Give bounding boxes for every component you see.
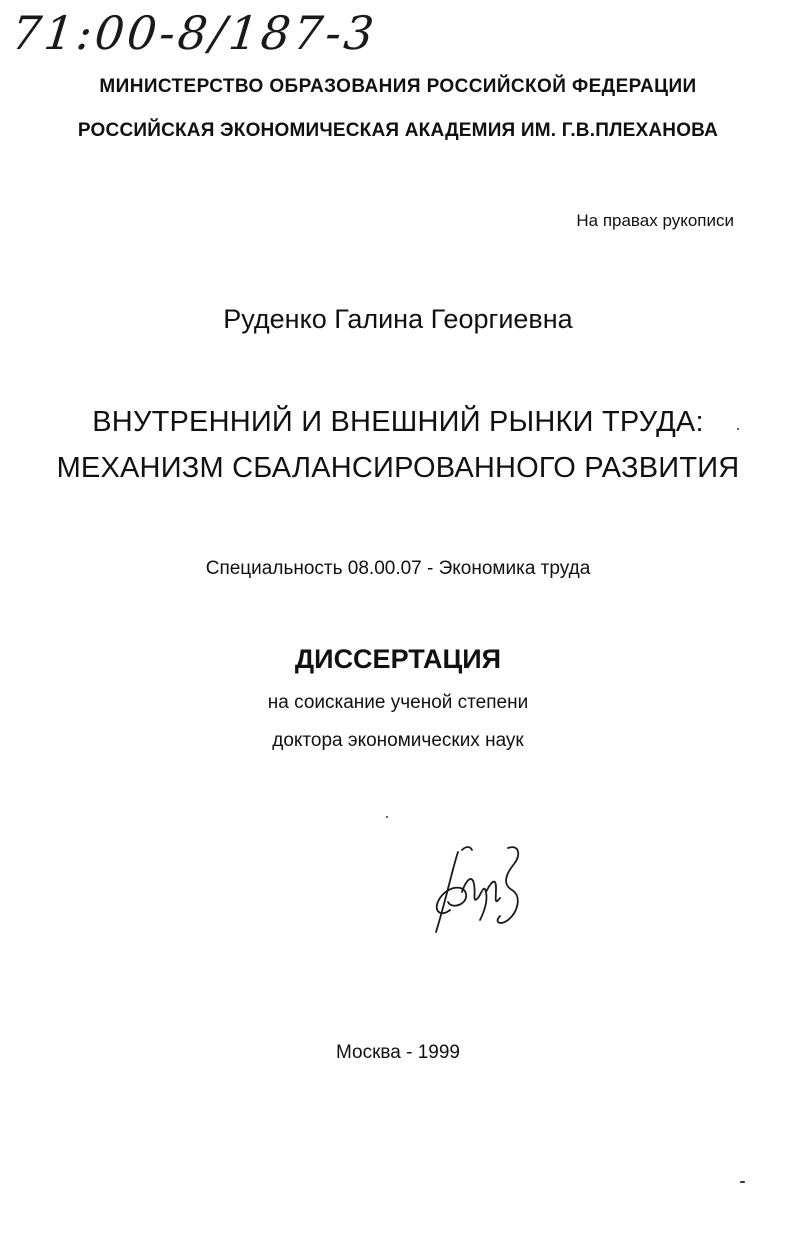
scan-speck: [740, 1181, 745, 1183]
scan-speck: [386, 816, 388, 818]
document-type-heading: ДИССЕРТАЦИЯ: [294, 644, 502, 674]
city-year: Москва - 1999: [335, 1042, 461, 1063]
title-line-2: МЕХАНИЗМ СБАЛАНСИРОВАННОГО РАЗВИТИЯ: [56, 452, 740, 484]
handwritten-archive-code: 71:00-8/187-3: [9, 6, 380, 60]
degree-line-2: доктора экономических наук: [272, 730, 524, 751]
scan-speck: [737, 428, 739, 430]
manuscript-rights-note: На правах рукописи: [576, 211, 734, 230]
author-name: Руденко Галина Георгиевна: [223, 304, 573, 334]
academy-header: РОССИЙСКАЯ ЭКОНОМИЧЕСКАЯ АКАДЕМИЯ ИМ. Г.В.ПЛЕХАНОВА: [77, 120, 719, 141]
title-line-1: ВНУТРЕННИЙ И ВНЕШНИЙ РЫНКИ ТРУДА:: [92, 406, 704, 438]
degree-line-1: на соискание ученой степени: [267, 692, 529, 713]
ministry-header: МИНИСТЕРСТВО ОБРАЗОВАНИЯ РОССИЙСКОЙ ФЕДЕРАЦИИ: [99, 76, 697, 97]
signature-icon: [422, 840, 532, 940]
specialty-line: Специальность 08.00.07 - Экономика труда: [205, 558, 591, 579]
